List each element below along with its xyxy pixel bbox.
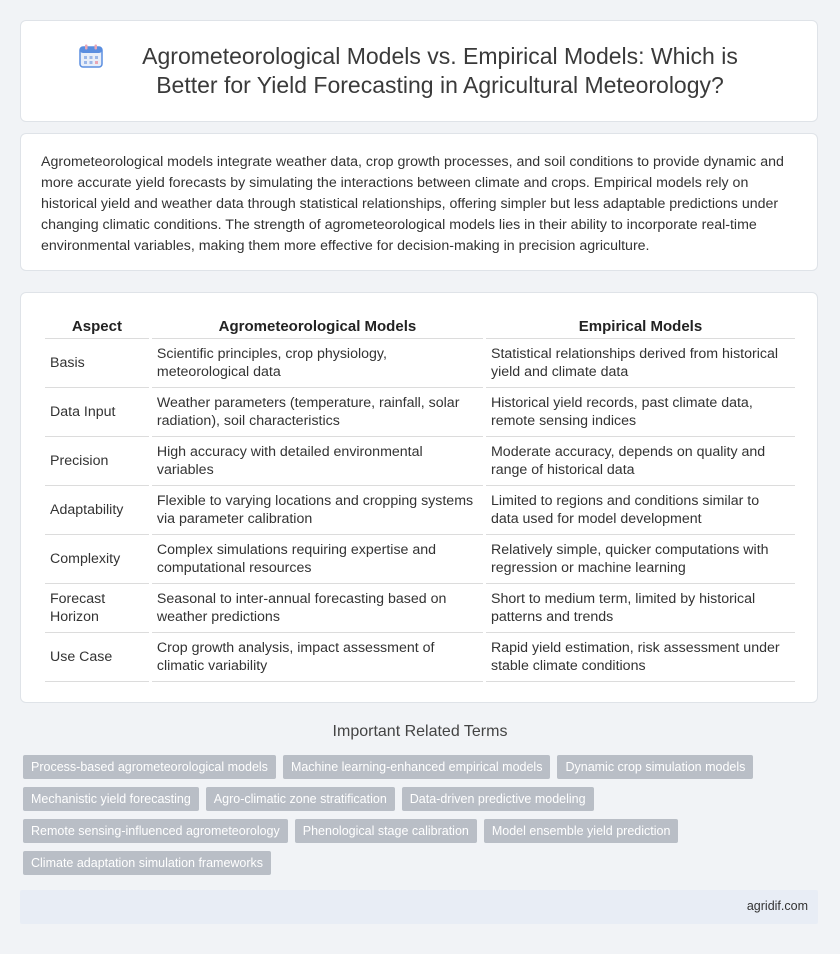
- row-aspect: Basis: [45, 339, 149, 388]
- term-tag[interactable]: Data-driven predictive modeling: [402, 787, 594, 811]
- row-aspect: Adaptability: [45, 486, 149, 535]
- term-tag[interactable]: Agro-climatic zone stratification: [206, 787, 395, 811]
- footer: [20, 890, 818, 924]
- table-row: [45, 388, 795, 437]
- row-empirical: Moderate accuracy, depends on quality and range of historical data: [486, 437, 795, 486]
- header-empirical: Empirical Models: [486, 315, 795, 339]
- footer-domain[interactable]: agridif.com: [746, 899, 808, 913]
- term-tag[interactable]: Phenological stage calibration: [295, 819, 477, 843]
- intro-paragraph: Agrometeorological models integrate weather data, crop growth processes, and soil conditions to provide dynamic and more accurate yield forecasts by simulating the interactions between climate and crops. Empirical models rely on historical yield and weather data through statistical relationships, offering simpler but less adaptable predictions under changing climatic conditions. The strength of agrometeorological models lies in their ability to incorporate real-time environmental variables, making them more effective for decision-making in precision agriculture.: [41, 154, 784, 254]
- title-card: [20, 20, 818, 122]
- intro-card: [20, 133, 818, 271]
- table-row: [45, 535, 795, 584]
- row-empirical: Statistical relationships derived from historical yield and climate data: [486, 339, 795, 388]
- term-tag[interactable]: Mechanistic yield forecasting: [23, 787, 199, 811]
- row-agrometeorological: Crop growth analysis, impact assessment of climatic variability: [152, 633, 483, 682]
- term-tag[interactable]: Model ensemble yield prediction: [484, 819, 679, 843]
- row-empirical: Historical yield records, past climate data, remote sensing indices: [486, 388, 795, 437]
- related-terms-title: Important Related Terms: [332, 723, 508, 740]
- calendar-icon: [78, 43, 104, 69]
- table-row: [45, 437, 795, 486]
- row-agrometeorological: High accuracy with detailed environmental variables: [152, 437, 483, 486]
- term-tag[interactable]: Machine learning-enhanced empirical models: [283, 755, 551, 779]
- row-aspect: Complexity: [45, 535, 149, 584]
- row-empirical: Rapid yield estimation, risk assessment under stable climate conditions: [486, 633, 795, 682]
- row-empirical: Limited to regions and conditions similar to data used for model development: [486, 486, 795, 535]
- row-agrometeorological: Flexible to varying locations and cropping systems via parameter calibration: [152, 486, 483, 535]
- comparison-table: [42, 315, 798, 682]
- row-aspect: Use Case: [45, 633, 149, 682]
- term-row: [23, 851, 813, 875]
- page-title: Agrometeorological Models vs. Empirical Models: Which is Better for Yield Forecasting in Agricultural Meteorology?: [142, 43, 738, 98]
- table-header-row: [45, 315, 795, 339]
- term-tag[interactable]: Climate adaptation simulation frameworks: [23, 851, 271, 875]
- term-row: [23, 819, 813, 843]
- row-agrometeorological: Seasonal to inter-annual forecasting based on weather predictions: [152, 584, 483, 633]
- term-row: [23, 787, 813, 811]
- row-agrometeorological: Weather parameters (temperature, rainfall, solar radiation), soil characteristics: [152, 388, 483, 437]
- row-empirical: Relatively simple, quicker computations with regression or machine learning: [486, 535, 795, 584]
- row-aspect: Forecast Horizon: [45, 584, 149, 633]
- row-empirical: Short to medium term, limited by historical patterns and trends: [486, 584, 795, 633]
- related-terms: [23, 755, 813, 883]
- term-row: [23, 755, 813, 779]
- table-row: [45, 486, 795, 535]
- term-tag[interactable]: Remote sensing-influenced agrometeorology: [23, 819, 288, 843]
- header-agrometeorological: Agrometeorological Models: [152, 315, 483, 339]
- term-tag[interactable]: Dynamic crop simulation models: [557, 755, 753, 779]
- row-aspect: Data Input: [45, 388, 149, 437]
- table-row: [45, 339, 795, 388]
- header-aspect: Aspect: [45, 315, 149, 339]
- row-agrometeorological: Complex simulations requiring expertise and computational resources: [152, 535, 483, 584]
- row-agrometeorological: Scientific principles, crop physiology, meteorological data: [152, 339, 483, 388]
- table-row: [45, 633, 795, 682]
- row-aspect: Precision: [45, 437, 149, 486]
- comparison-table-card: [20, 292, 818, 703]
- term-tag[interactable]: Process-based agrometeorological models: [23, 755, 276, 779]
- table-row: [45, 584, 795, 633]
